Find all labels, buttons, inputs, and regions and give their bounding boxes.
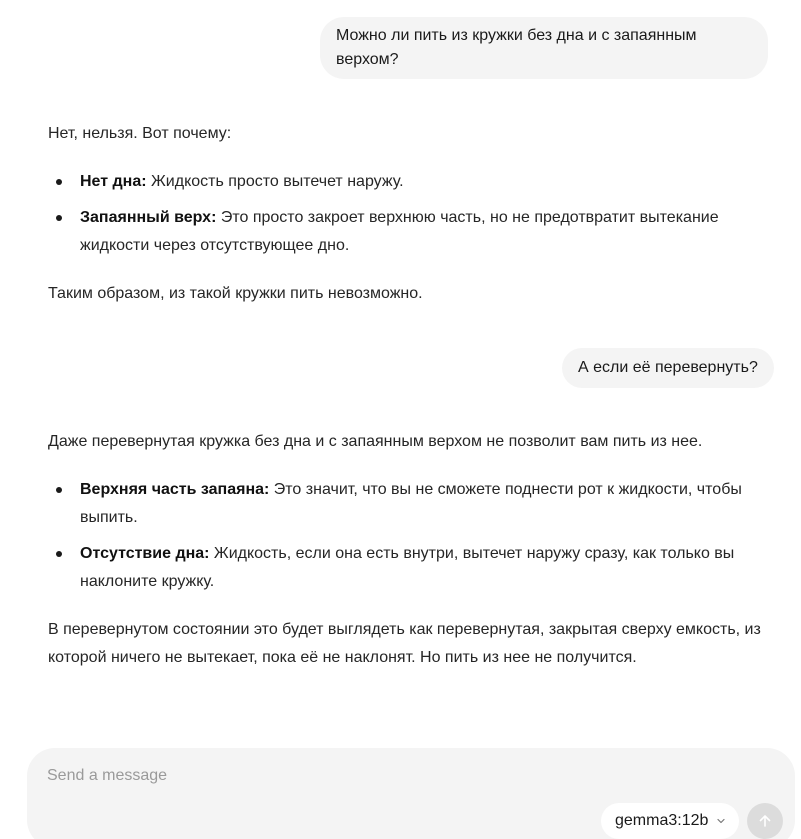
model-selector[interactable] (601, 803, 739, 839)
user-message-text: Можно ли пить из кружки без дна и с запаянным верхом? (336, 27, 697, 68)
message-composer (27, 748, 795, 839)
user-message-text: А если её перевернуть? (578, 359, 758, 376)
list-item-text: Жидкость просто вытечет наружу. (146, 173, 404, 190)
assistant-intro: Нет, нельзя. Вот почему: (48, 125, 232, 142)
list-item-text: Это значит, что вы не сможете поднести рот к жидкости, чтобы выпить. (80, 481, 742, 526)
list-item-title: Запаянный верх: (80, 209, 217, 226)
user-message (320, 17, 768, 79)
arrow-up-icon (757, 813, 773, 829)
list-item (80, 540, 768, 596)
assistant-outro: Таким образом, из такой кружки пить невозможно. (48, 285, 423, 302)
list-item (80, 168, 768, 196)
list-item (80, 204, 768, 260)
assistant-outro: В перевернутом состоянии это будет выглядеть как перевернутая, закрытая сверху емкость, из которой ничего не вытекает, пока её не наклонят. Но пить из нее не получится. (48, 621, 761, 666)
model-name: gemma3:12b (615, 812, 709, 829)
list-item-text: Это просто закроет верхнюю часть, но не предотвратит вытекание жидкости через отсутствующее дно. (80, 209, 719, 254)
list-item-title: Отсутствие дна: (80, 545, 210, 562)
list-item-title: Верхняя часть запаяна: (80, 481, 270, 498)
assistant-message (48, 428, 768, 672)
assistant-intro: Даже перевернутая кружка без дна и с запаянным верхом не позволит вам пить из нее. (48, 433, 703, 450)
assistant-message (48, 120, 768, 308)
assistant-list (48, 168, 768, 260)
list-item-text: Жидкость, если она есть внутри, вытечет наружу сразу, как только вы наклоните кружку. (80, 545, 735, 590)
list-item-title: Нет дна: (80, 173, 147, 190)
user-message (562, 348, 774, 388)
send-button[interactable] (747, 803, 783, 839)
message-input[interactable] (47, 764, 607, 788)
assistant-list (48, 476, 768, 596)
list-item (80, 476, 768, 532)
chevron-down-icon (716, 816, 726, 826)
